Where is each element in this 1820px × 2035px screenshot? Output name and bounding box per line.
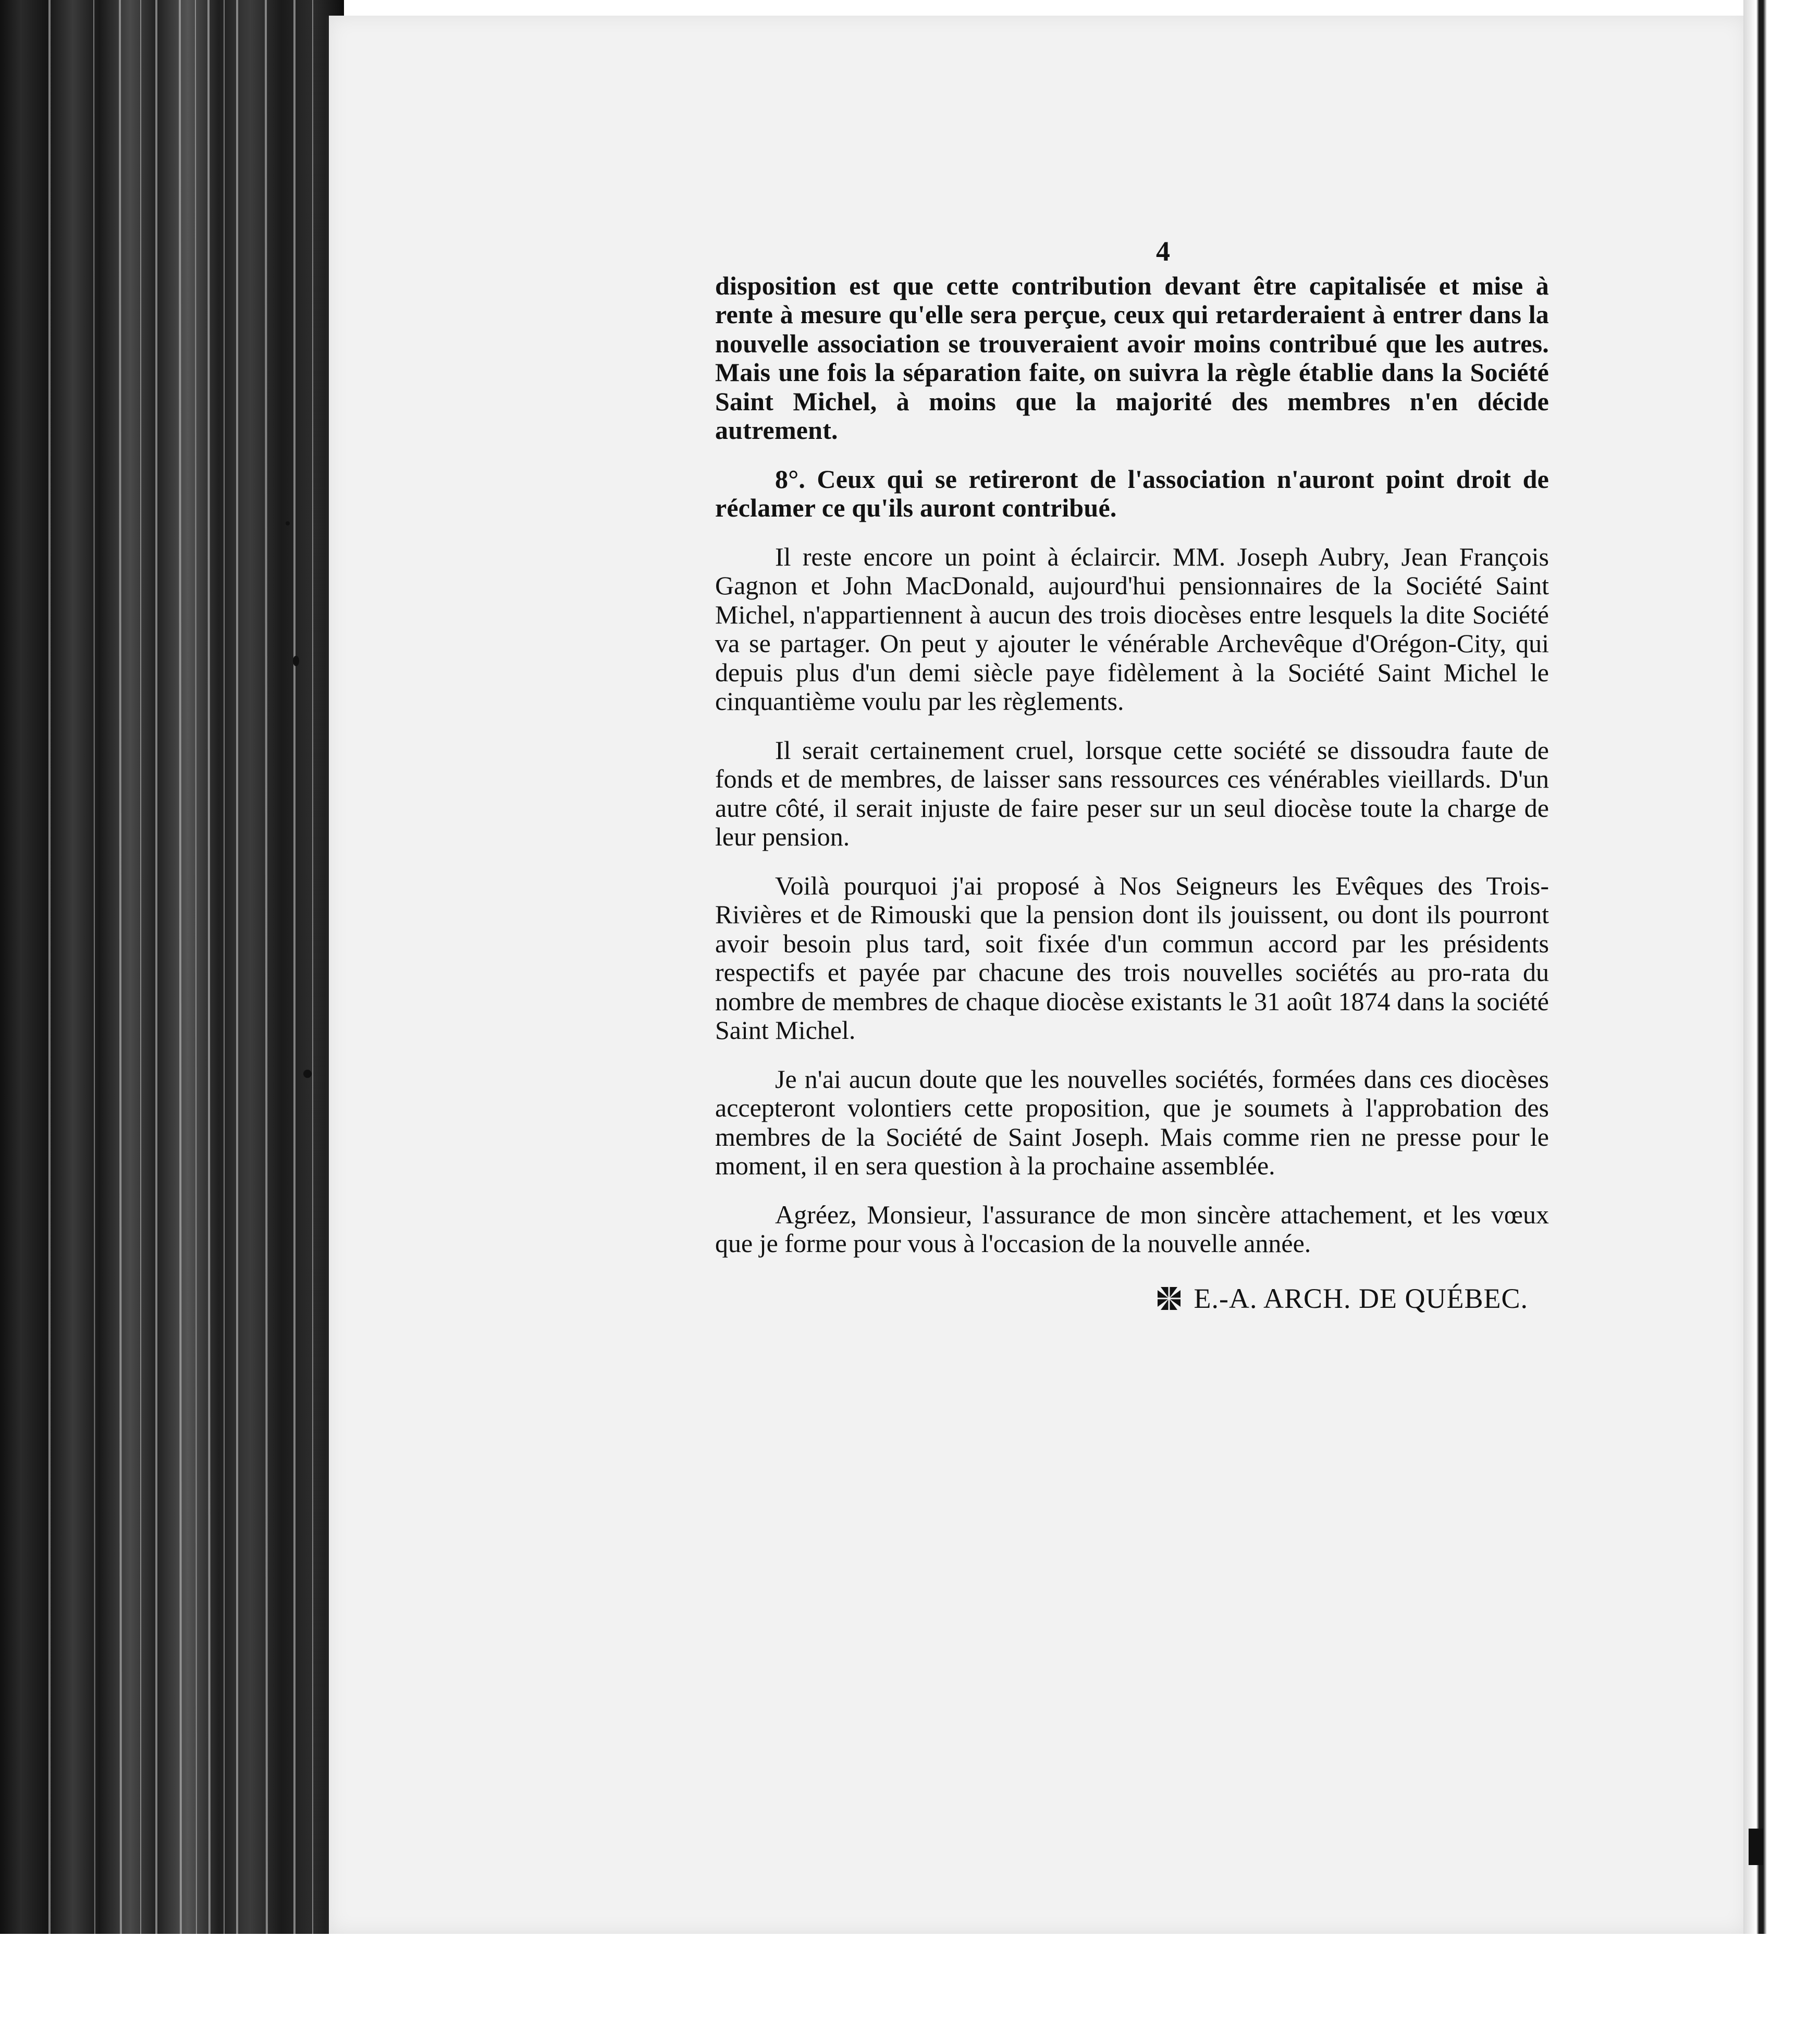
bottom-margin bbox=[0, 1934, 1820, 2035]
letter-text-column bbox=[715, 237, 1549, 1313]
scan-speck bbox=[303, 1070, 312, 1078]
paragraph-closing: Agréez, Monsieur, l'assurance de mon sincère attachement, et les vœux que je forme pour vous à l'occasion de la nouvelle année. bbox=[715, 1199, 1549, 1258]
paragraph-proposition: Voilà pourquoi j'ai proposé à Nos Seigneurs les Evêques des Trois-Rivières et de Rimouski que la pension dont ils jouissent, ou dont ils pourront avoir besoin plus tard, soit fixée d'un commun accord par les présidents respectifs et payée par chacune des trois nouvelles sociétés au pro-rata du nombre de membres de chaque diocèse existants le 31 août 1874 dans la société Saint Michel. bbox=[715, 871, 1549, 1045]
paragraph-pensionnaires: Il reste encore un point à éclaircir. MM. Joseph Aubry, Jean François Gagnon et John MacDonald, aujourd'hui pensionnaires de la Société Saint Michel, n'appartiennent à aucun des trois diocèses entre lesquels la dite Société va se partager. On peut y ajouter le vénérable Archevêque d'Orégon-City, qui depuis plus d'un demi siècle paye fidèlement à la Société Saint Michel le cinquantième voulu par les règlements. bbox=[715, 542, 1549, 716]
signature-text: E.-A. ARCH. DE QUÉBEC. bbox=[1194, 1282, 1528, 1314]
page-number: 4 bbox=[1156, 236, 1171, 267]
paragraph-disposition: disposition est que cette contribution devant être capitalisée et mise à rente à mesure qu'elle sera perçue, ceux qui retarderaient à entrer dans la nouvelle association se trouveraient avoir moins contribué que les autres. Mais une fois la séparation faite, on suivra la règle établie dans la Société Saint Michel, à moins que la majorité des membres n'en décide autrement. bbox=[715, 271, 1549, 445]
paragraph-nouvelles-societes: Je n'ai aucun doute que les nouvelles sociétés, formées dans ces diocèses accepteront volontiers cette proposition, que je soumets à l'approbation des membres de la Société de Saint Joseph. Mais comme rien ne presse pour le moment, il en sera question à la prochaine assemblée. bbox=[715, 1064, 1549, 1180]
maltese-cross-icon bbox=[1155, 1285, 1183, 1312]
right-page-edge bbox=[1743, 0, 1820, 1955]
paragraph-article-8: 8°. Ceux qui se retireront de l'association n'auront point droit de réclamer ce qu'ils auront contribué. bbox=[715, 464, 1549, 522]
scan-speck bbox=[286, 521, 290, 525]
paragraph-vieillards: Il serait certainement cruel, lorsque cette société se dissoudra faute de fonds et de membres, de laisser sans ressources ces vénérables vieillards. D'un autre côté, il serait injuste de faire peser sur un seul diocèse toute la charge de leur pension. bbox=[715, 735, 1549, 851]
right-edge-mark bbox=[1749, 1829, 1763, 1865]
signature-line bbox=[715, 1284, 1549, 1314]
page-edge-lines bbox=[0, 0, 344, 2035]
scan-speck bbox=[293, 656, 299, 666]
